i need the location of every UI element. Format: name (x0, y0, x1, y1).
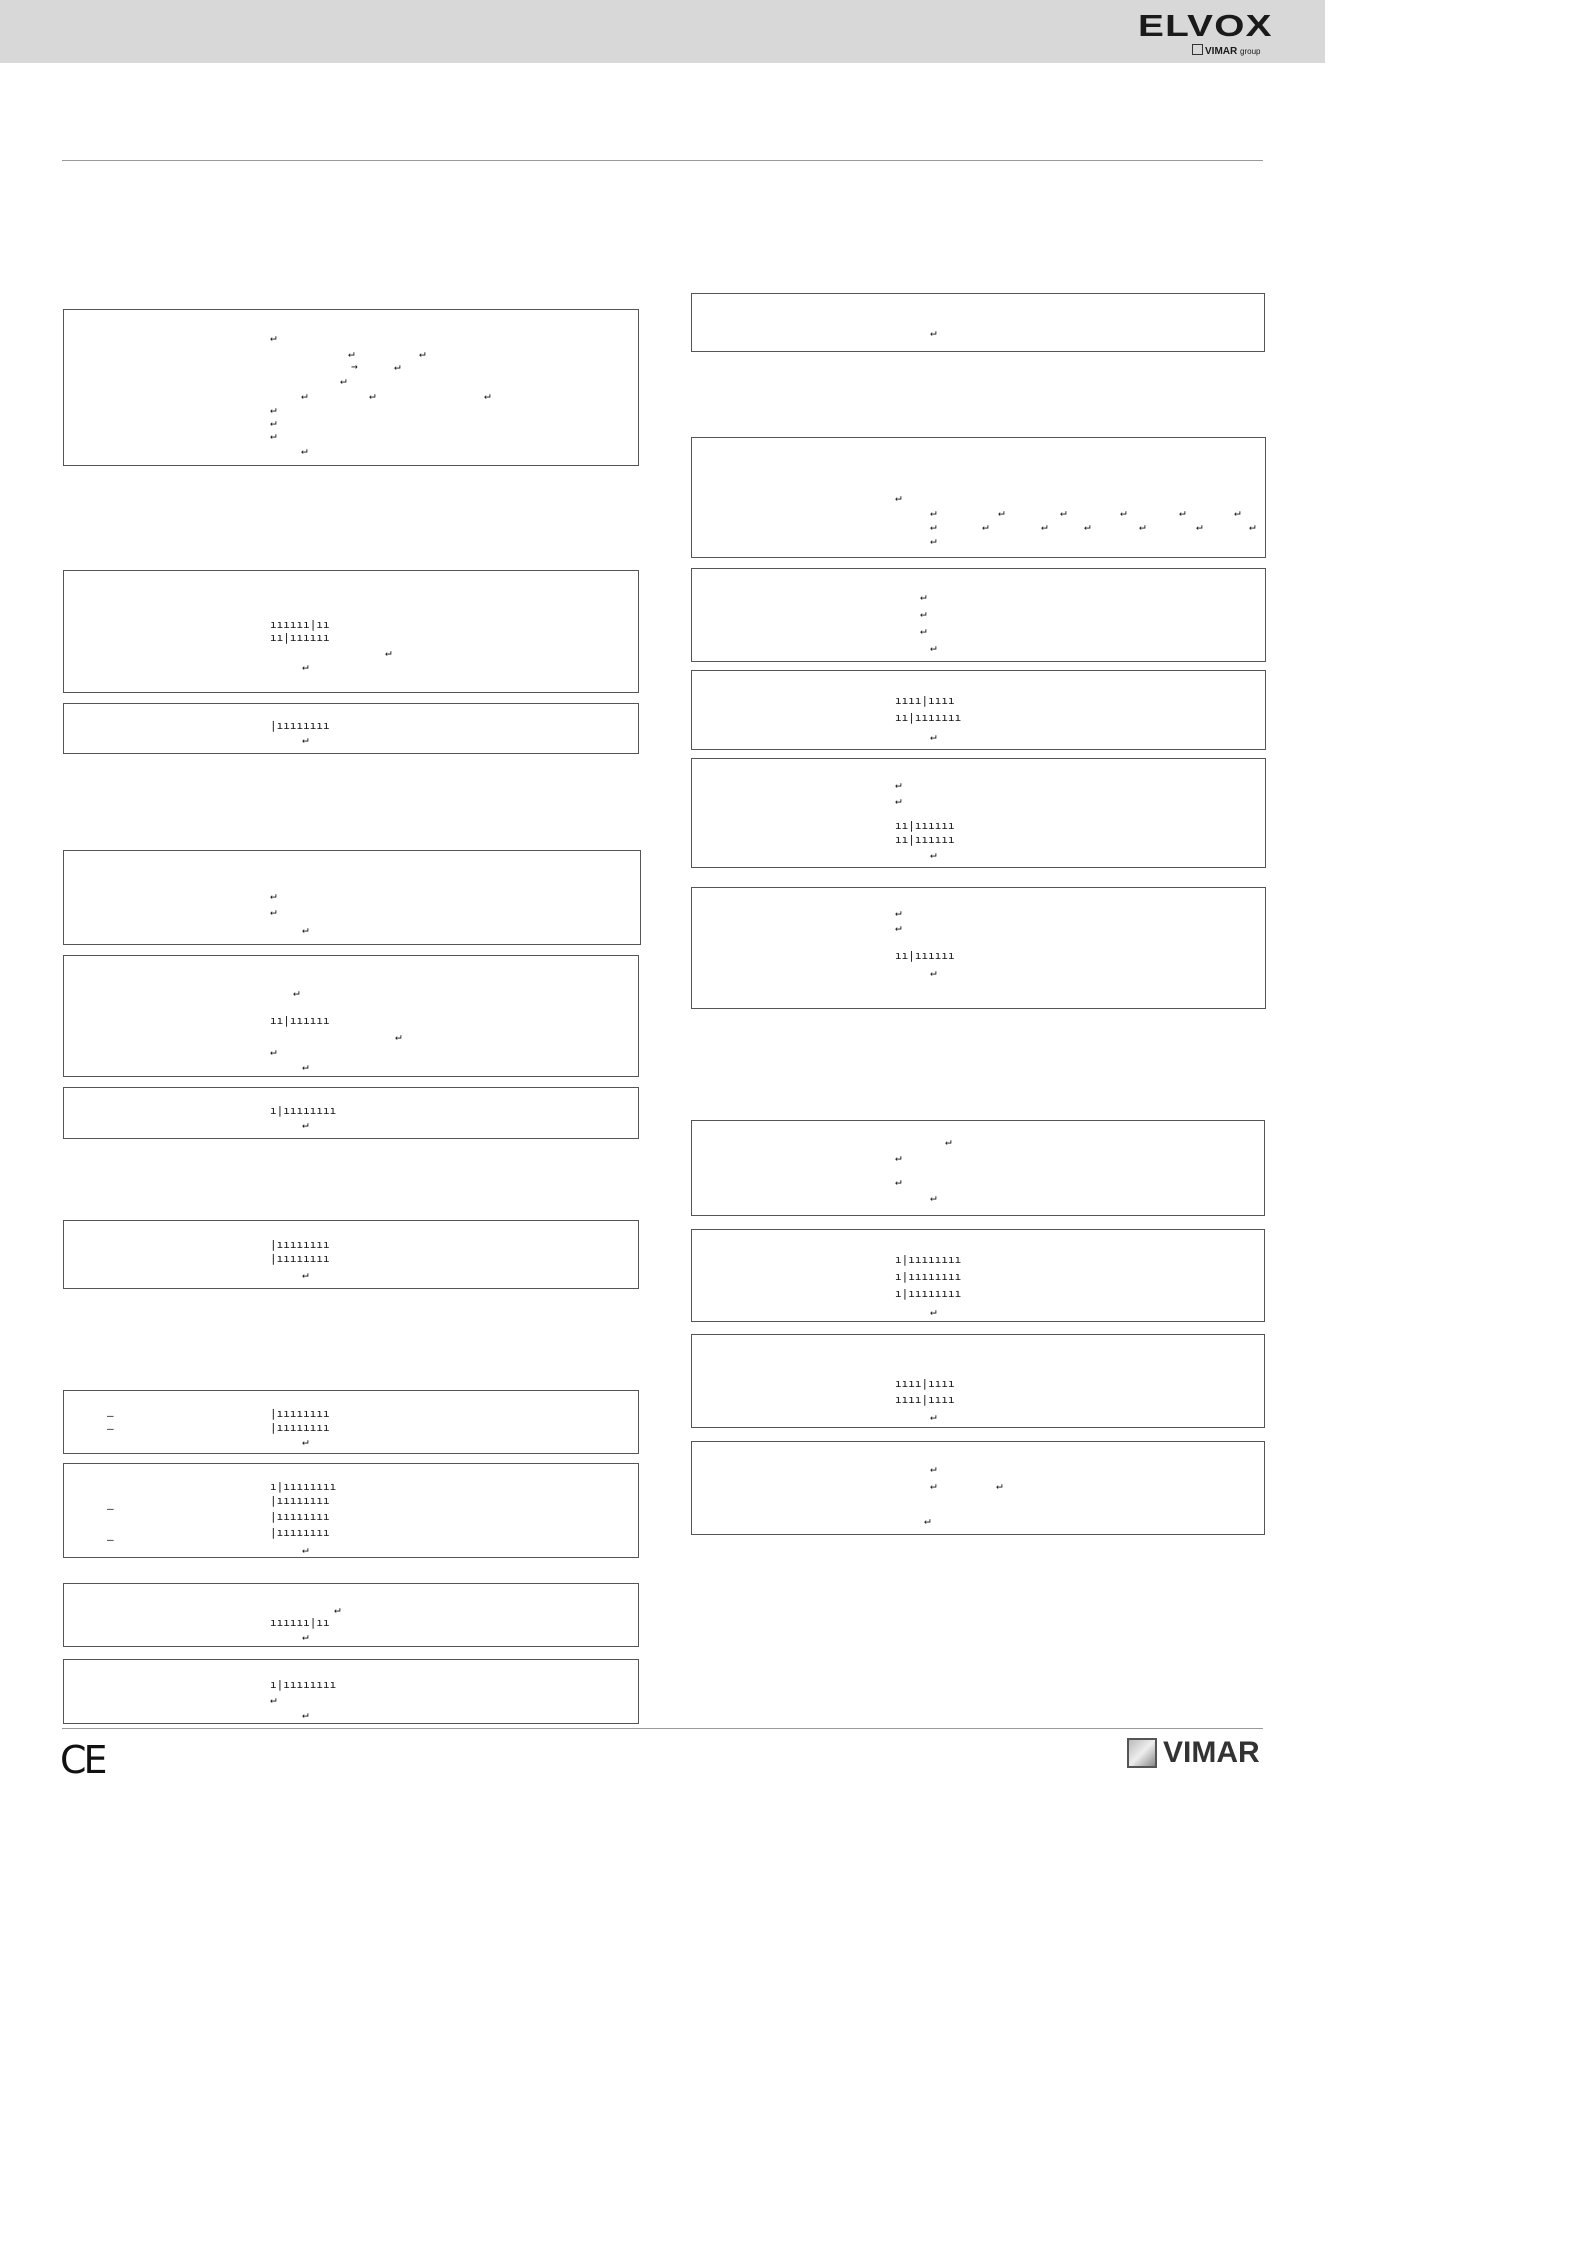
enter-icon: ↵ (895, 1175, 902, 1188)
scale-indicator: ı|ıııııııı (270, 1104, 337, 1117)
right-panel-1 (691, 293, 1265, 352)
enter-icon: ↵ (982, 520, 989, 533)
enter-icon: ↵ (945, 1135, 952, 1148)
arrow-icon: → (351, 360, 358, 373)
left-panel-10 (63, 1583, 639, 1647)
enter-icon: ↵ (270, 403, 277, 416)
enter-icon: ↵ (293, 986, 300, 999)
enter-icon: ↵ (1139, 520, 1146, 533)
scale-indicator: ı|ıııııııı (895, 1253, 962, 1266)
scale-indicator: ı|ıııııııı (895, 1287, 962, 1300)
enter-icon: ↵ (270, 429, 277, 442)
top-rule (62, 160, 1263, 161)
enter-icon: ↵ (270, 1693, 277, 1706)
enter-icon: ↵ (1249, 520, 1256, 533)
vimar-logo-word: VIMAR (1163, 1736, 1260, 1769)
left-panel-7 (63, 1220, 639, 1289)
enter-icon: ↵ (895, 778, 902, 791)
scale-indicator: ıı|ıııııı (270, 631, 330, 644)
left-panel-8 (63, 1390, 639, 1454)
scale-indicator: ıı|ıııııı (895, 949, 955, 962)
enter-icon: ↵ (1084, 520, 1091, 533)
right-panel-10 (691, 1441, 1265, 1535)
enter-icon: ↵ (920, 607, 927, 620)
left-panel-6 (63, 1087, 639, 1139)
scale-indicator: ıııııı|ıı (270, 1616, 330, 1629)
enter-icon: ↵ (895, 921, 902, 934)
dash-mark: – (107, 1409, 114, 1422)
right-panel-4 (691, 670, 1266, 750)
vimar-logo (1127, 1735, 1260, 1771)
enter-icon: ↵ (302, 660, 309, 673)
enter-icon: ↵ (270, 331, 277, 344)
enter-icon: ↵ (302, 733, 309, 746)
enter-icon: ↵ (1060, 506, 1067, 519)
scale-indicator: ı|ıııııııı (270, 1678, 337, 1691)
left-panel-5 (63, 955, 639, 1077)
scale-indicator: ıııı|ıııı (895, 1393, 955, 1406)
scale-indicator: |ıııııııı (270, 1421, 330, 1434)
scale-indicator: ıııııı|ıı (270, 618, 330, 631)
enter-icon: ↵ (385, 646, 392, 659)
enter-icon: ↵ (930, 506, 937, 519)
enter-icon: ↵ (301, 444, 308, 457)
scale-indicator: ıı|ıııııı (895, 833, 955, 846)
enter-icon: ↵ (930, 966, 937, 979)
left-panel-3 (63, 703, 639, 754)
enter-icon: ↵ (930, 1410, 937, 1423)
bottom-rule (62, 1728, 1263, 1729)
dash-mark: – (107, 1422, 114, 1435)
header-bar (0, 0, 1325, 63)
enter-icon: ↵ (930, 326, 937, 339)
enter-icon: ↵ (302, 1268, 309, 1281)
right-panel-2 (691, 437, 1266, 558)
right-panel-9 (691, 1334, 1265, 1428)
enter-icon: ↵ (302, 1060, 309, 1073)
scale-indicator: |ıııııııı (270, 1238, 330, 1251)
enter-icon: ↵ (270, 905, 277, 918)
vimar-mark-icon (1127, 1738, 1157, 1768)
dash-mark: – (107, 1502, 114, 1515)
vimar-group-logo (1192, 44, 1260, 57)
scale-indicator: ıı|ıııııı (895, 819, 955, 832)
left-panel-1 (63, 309, 639, 466)
scale-indicator: ıı|ıııııı (270, 1014, 330, 1027)
enter-icon: ↵ (369, 389, 376, 402)
enter-icon: ↵ (270, 1045, 277, 1058)
scale-indicator: ıııı|ıııı (895, 1377, 955, 1390)
enter-icon: ↵ (998, 506, 1005, 519)
enter-icon: ↵ (334, 1603, 341, 1616)
enter-icon: ↵ (895, 906, 902, 919)
enter-icon: ↵ (302, 923, 309, 936)
enter-icon: ↵ (895, 794, 902, 807)
enter-icon: ↵ (1041, 520, 1048, 533)
right-panel-3 (691, 568, 1266, 662)
enter-icon: ↵ (270, 416, 277, 429)
scale-indicator: |ıııııııı (270, 1252, 330, 1265)
enter-icon: ↵ (930, 1305, 937, 1318)
enter-icon: ↵ (1196, 520, 1203, 533)
enter-icon: ↵ (394, 360, 401, 373)
ce-mark: CE (60, 1738, 105, 1782)
vimar-mark-icon (1192, 44, 1203, 55)
enter-icon: ↵ (920, 624, 927, 637)
enter-icon: ↵ (996, 1479, 1003, 1492)
enter-icon: ↵ (395, 1030, 402, 1043)
enter-icon: ↵ (920, 590, 927, 603)
enter-icon: ↵ (270, 889, 277, 902)
enter-icon: ↵ (1234, 506, 1241, 519)
enter-icon: ↵ (924, 1514, 931, 1527)
enter-icon: ↵ (930, 1191, 937, 1204)
enter-icon: ↵ (1120, 506, 1127, 519)
scale-indicator: |ıııııııı (270, 719, 330, 732)
enter-icon: ↵ (1179, 506, 1186, 519)
scale-indicator: |ıııııııı (270, 1407, 330, 1420)
dash-mark: – (107, 1533, 114, 1546)
enter-icon: ↵ (930, 1479, 937, 1492)
enter-icon: ↵ (302, 1708, 309, 1721)
enter-icon: ↵ (930, 1462, 937, 1475)
right-panel-5 (691, 758, 1266, 868)
right-panel-8 (691, 1229, 1265, 1322)
enter-icon: ↵ (302, 1630, 309, 1643)
right-panel-6 (691, 887, 1266, 1009)
scale-indicator: ı|ıııııııı (895, 1270, 962, 1283)
vimar-group-word: VIMAR (1205, 46, 1238, 57)
enter-icon: ↵ (302, 1543, 309, 1556)
enter-icon: ↵ (419, 347, 426, 360)
enter-icon: ↵ (895, 1151, 902, 1164)
left-panel-9 (63, 1463, 639, 1558)
left-panel-4 (63, 850, 641, 945)
enter-icon: ↵ (484, 389, 491, 402)
scale-indicator: |ıııııııı (270, 1510, 330, 1523)
scale-indicator: ıııı|ıııı (895, 694, 955, 707)
scale-indicator: |ıııııııı (270, 1494, 330, 1507)
elvox-logo: ELVOX (1138, 8, 1273, 43)
enter-icon: ↵ (302, 1435, 309, 1448)
enter-icon: ↵ (930, 534, 937, 547)
enter-icon: ↵ (301, 389, 308, 402)
enter-icon: ↵ (930, 520, 937, 533)
right-panel-7 (691, 1120, 1265, 1216)
scale-indicator: ı|ıııııııı (270, 1480, 337, 1493)
left-panel-2 (63, 570, 639, 693)
enter-icon: ↵ (302, 1118, 309, 1131)
group-suffix: group (1240, 47, 1261, 56)
enter-icon: ↵ (930, 641, 937, 654)
enter-icon: ↵ (340, 374, 347, 387)
enter-icon: ↵ (930, 730, 937, 743)
scale-indicator: |ıııııııı (270, 1526, 330, 1539)
enter-icon: ↵ (930, 848, 937, 861)
enter-icon: ↵ (348, 347, 355, 360)
left-panel-11 (63, 1659, 639, 1724)
scale-indicator: ıı|ııııııı (895, 711, 962, 724)
enter-icon: ↵ (895, 491, 902, 504)
